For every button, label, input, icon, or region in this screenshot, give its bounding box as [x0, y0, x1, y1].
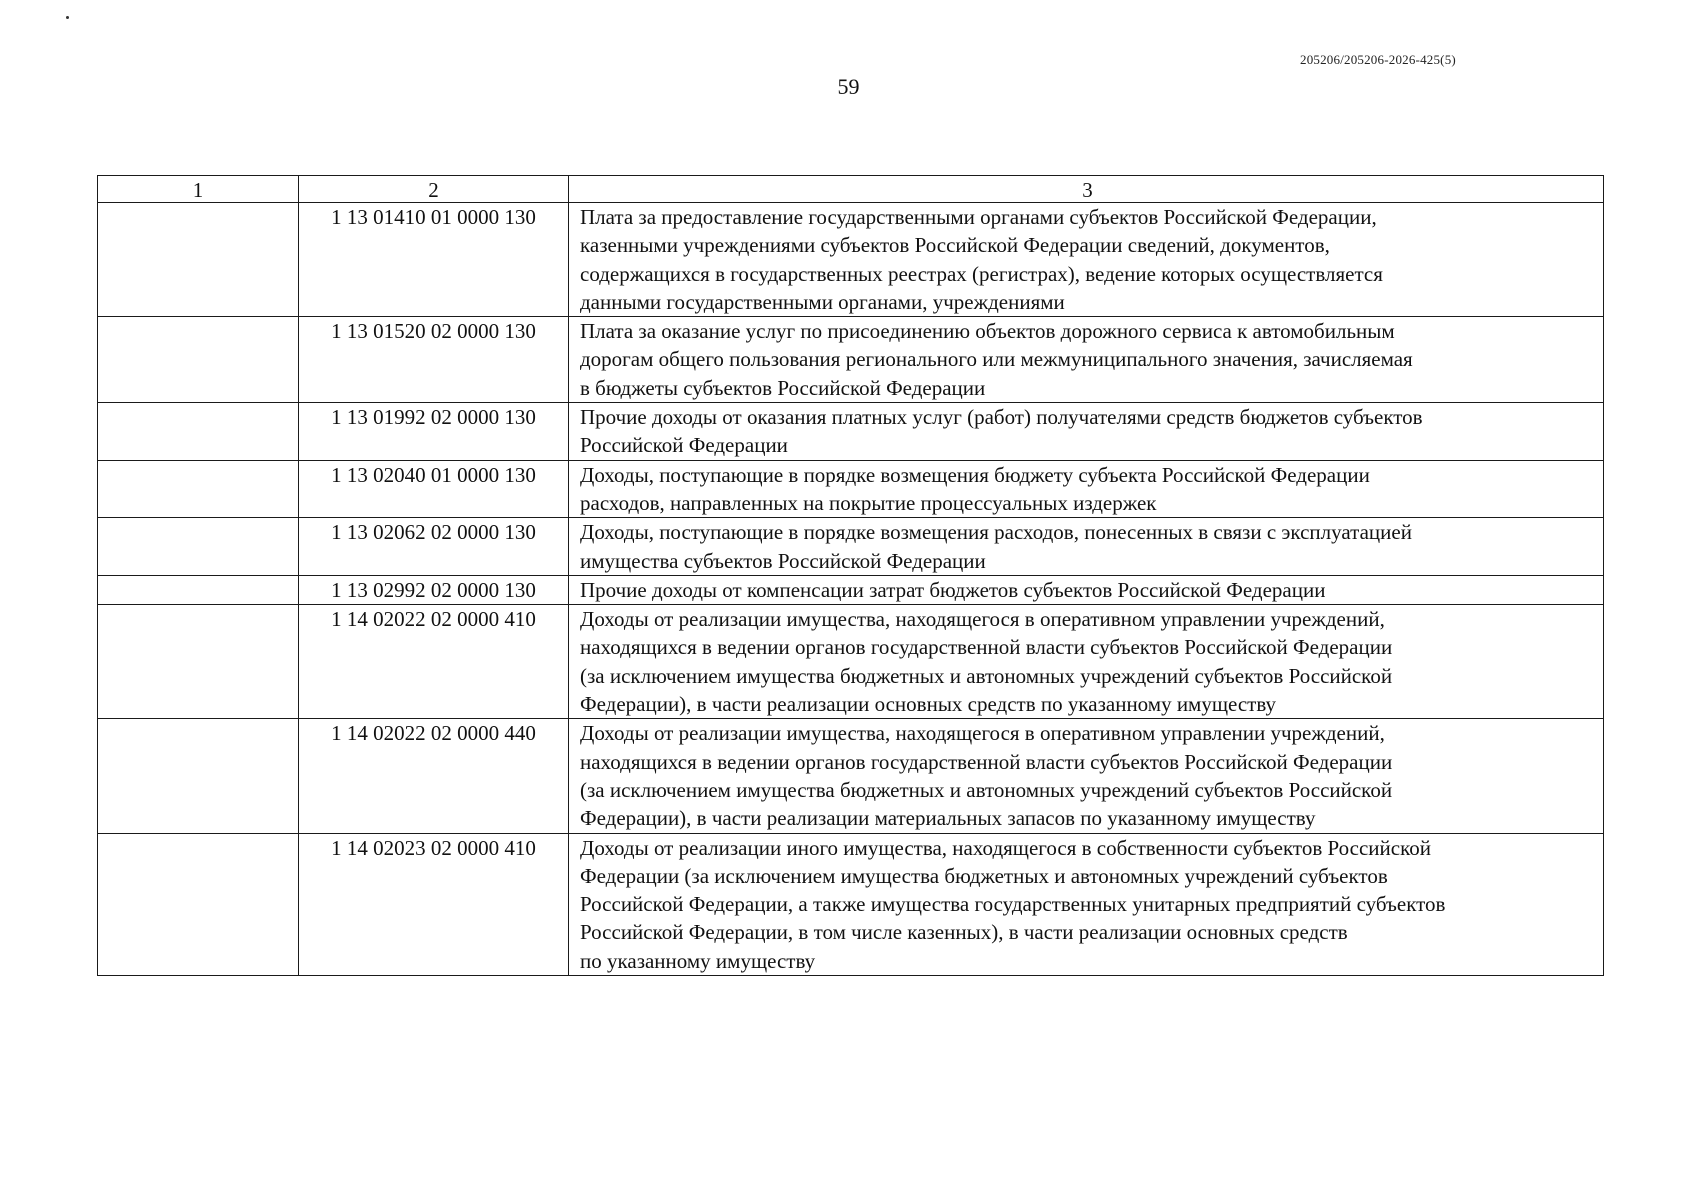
budget-revenue-table	[97, 175, 1604, 976]
revenue-description-cell	[569, 203, 1604, 317]
column-header-1: 1	[98, 176, 299, 203]
description-line: Российской Федерации, в том числе казенных), в части реализации основных средств	[580, 920, 1348, 945]
revenue-description-cell	[569, 719, 1604, 833]
description-line: казенными учреждениями субъектов Российской Федерации сведений, документов,	[580, 233, 1330, 258]
revenue-description-cell	[569, 575, 1604, 604]
revenue-description-cell	[569, 403, 1604, 461]
row-col1-cell	[98, 518, 299, 576]
description-line: находящихся в ведении органов государственной власти субъектов Российской Федерации	[580, 749, 1393, 774]
description-line: Доходы от реализации имущества, находящегося в оперативном управлении учреждений,	[580, 607, 1385, 632]
description-line: данными государственными органами, учреждениями	[580, 289, 1065, 314]
description-line: Доходы, поступающие в порядке возмещения бюджету субъекта Российской Федерации	[580, 462, 1370, 487]
description-line: Прочие доходы от оказания платных услуг (работ) получателями средств бюджетов субъектов	[580, 405, 1423, 430]
table-row	[98, 460, 1604, 518]
table-row	[98, 833, 1604, 975]
description-line: Доходы от реализации имущества, находящегося в оперативном управлении учреждений,	[580, 721, 1385, 746]
row-col1-cell	[98, 575, 299, 604]
row-col1-cell	[98, 460, 299, 518]
table-row	[98, 317, 1604, 403]
revenue-code-cell: 1 13 01410 01 0000 130	[299, 203, 569, 317]
description-line: Федерации), в части реализации материальных запасов по указанному имуществу	[580, 806, 1316, 831]
description-line: Доходы от реализации иного имущества, находящегося в собственности субъектов Российской	[580, 835, 1431, 860]
row-col1-cell	[98, 719, 299, 833]
revenue-code-cell: 1 14 02022 02 0000 440	[299, 719, 569, 833]
table-row	[98, 605, 1604, 719]
column-header-2: 2	[299, 176, 569, 203]
table-row	[98, 575, 1604, 604]
table-row	[98, 719, 1604, 833]
table-header-row	[98, 176, 1604, 203]
revenue-description-cell	[569, 833, 1604, 975]
document-code: 205206/205206-2026-425(5)	[1300, 52, 1456, 67]
revenue-description-cell	[569, 605, 1604, 719]
description-line: Российской Федерации, а также имущества государственных унитарных предприятий субъектов	[580, 892, 1446, 917]
revenue-description-cell	[569, 518, 1604, 576]
description-line: Плата за предоставление государственными органами субъектов Российской Федерации,	[580, 205, 1377, 229]
description-line: Прочие доходы от компенсации затрат бюджетов субъектов Российской Федерации	[580, 577, 1326, 602]
revenue-code-cell: 1 13 01520 02 0000 130	[299, 317, 569, 403]
revenue-code-cell: 1 13 02040 01 0000 130	[299, 460, 569, 518]
revenue-description-cell	[569, 460, 1604, 518]
row-col1-cell	[98, 833, 299, 975]
table-row	[98, 203, 1604, 317]
page-number: 59	[837, 74, 860, 99]
revenue-code-cell: 1 14 02023 02 0000 410	[299, 833, 569, 975]
row-col1-cell	[98, 203, 299, 317]
table-row	[98, 403, 1604, 461]
revenue-code-cell: 1 13 02992 02 0000 130	[299, 575, 569, 604]
description-line: содержащихся в государственных реестрах (регистрах), ведение которых осуществляется	[580, 261, 1383, 286]
description-line: Федерации), в части реализации основных средств по указанному имуществу	[580, 692, 1277, 717]
description-line: Плата за оказание услуг по присоединению объектов дорожного сервиса к автомобильным	[580, 319, 1395, 344]
row-col1-cell	[98, 317, 299, 403]
description-line: Доходы, поступающие в порядке возмещения расходов, понесенных в связи с эксплуатацией	[580, 520, 1412, 545]
description-line: дорогам общего пользования регионального или межмуниципального значения, зачисляемая	[580, 347, 1413, 372]
revenue-code-cell: 1 14 02022 02 0000 410	[299, 605, 569, 719]
description-line: (за исключением имущества бюджетных и автономных учреждений субъектов Российской	[580, 777, 1393, 802]
scan-artifact-dot	[66, 16, 69, 19]
table-row	[98, 518, 1604, 576]
revenue-code-cell: 1 13 01992 02 0000 130	[299, 403, 569, 461]
description-line: Федерации (за исключением имущества бюджетных и автономных учреждений субъектов	[580, 863, 1388, 888]
description-line: расходов, направленных на покрытие процессуальных издержек	[580, 490, 1157, 515]
revenue-code-cell: 1 13 02062 02 0000 130	[299, 518, 569, 576]
row-col1-cell	[98, 605, 299, 719]
description-line: в бюджеты субъектов Российской Федерации	[580, 375, 986, 400]
revenue-description-cell	[569, 317, 1604, 403]
description-line: по указанному имуществу	[580, 948, 816, 973]
description-line: Российской Федерации	[580, 433, 788, 458]
row-col1-cell	[98, 403, 299, 461]
description-line: имущества субъектов Российской Федерации	[580, 548, 986, 573]
description-line: находящихся в ведении органов государственной власти субъектов Российской Федерации	[580, 635, 1393, 660]
column-header-3: 3	[569, 176, 1604, 203]
table-body	[98, 176, 1604, 976]
description-line: (за исключением имущества бюджетных и автономных учреждений субъектов Российской	[580, 663, 1393, 688]
